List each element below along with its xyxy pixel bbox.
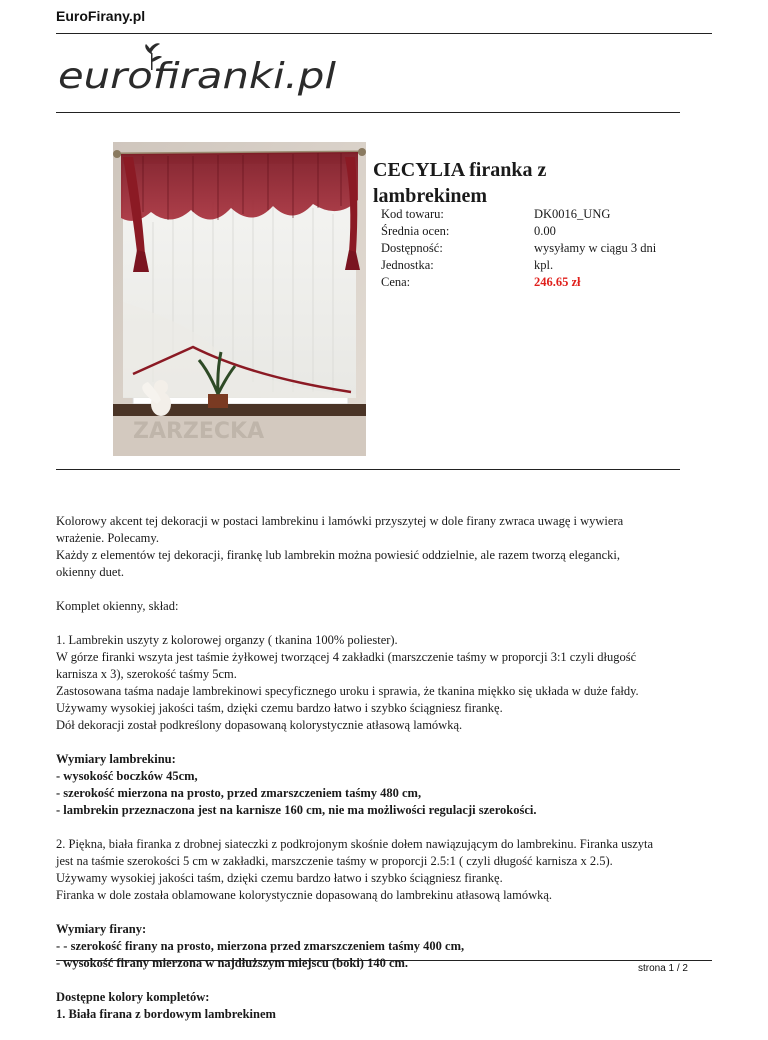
description-paragraph	[56, 989, 696, 1023]
description-line: Zastosowana taśma nadaje lambrekinowi specyficznego uroku i sprawia, że tkanina miękko się układa w duże fałdy.	[56, 684, 639, 698]
price-label: Cena:	[381, 275, 411, 289]
description-line: Wymiary firany:	[56, 922, 147, 936]
description-paragraph	[56, 921, 696, 972]
description-line: - szerokość mierzona na prosto, przed zmarszczeniem taśmy 480 cm,	[56, 786, 422, 800]
description-line: Firanka w dole została oblamowane kolorystycznie dopasowaną do lambrekinu atłasową lamówką.	[56, 888, 553, 902]
zarzecka-watermark: ZARZECKA	[133, 419, 265, 444]
description-line: Używamy wysokiej jakości taśm, dzięki czemu bardzo łatwo i szybko ściągniesz firankę.	[56, 701, 503, 715]
description-line: Używamy wysokiej jakości taśm, dzięki czemu bardzo łatwo i szybko ściągniesz firankę.	[56, 871, 503, 885]
eurofiranki-logo[interactable]	[56, 40, 346, 111]
content-divider	[56, 469, 680, 470]
logo-divider	[56, 112, 680, 113]
description-line: Każdy z elementów tej dekoracji, firankę lub lambrekin można powiesić oddzielnie, ale razem tworzą elegancki,	[56, 548, 620, 562]
description-line: W górze firanki wszyta jest taśmie żyłkowej tworzącej 4 zakładki (marszczenie taśmy w proporcji 3:1 czyli długość	[56, 650, 637, 664]
description-line: okienny duet.	[56, 565, 125, 579]
availability-label: Dostępność:	[381, 241, 443, 255]
price-value: 246.65 zł	[534, 275, 581, 289]
description-line: - lambrekin przeznaczona jest na karnisze 160 cm, nie ma możliwości regulacji szerokości.	[56, 803, 537, 817]
site-name: EuroFirany.pl	[56, 8, 146, 24]
product-title: CECYLIA firanka z lambrekinem	[373, 159, 547, 207]
description-line: Wymiary lambrekinu:	[56, 752, 176, 766]
description-paragraph	[56, 632, 696, 734]
availability-value: wysyłamy w ciągu 3 dni	[534, 241, 657, 255]
description-line: Dostępne kolory kompletów:	[56, 990, 210, 1004]
rating-value: 0.00	[534, 224, 556, 238]
description-paragraph	[56, 598, 696, 615]
description-paragraph	[56, 836, 696, 904]
description-line: jest na taśmie szerokości 5 cm w zakładki, marszczenie taśmy w proporcji 2.5:1 ( czyli długość karnisza x 2.5).	[56, 854, 613, 868]
unit-label: Jednostka:	[381, 258, 434, 272]
description-line: Kolorowy akcent tej dekoracji w postaci lambrekinu i lamówki przyszytej w dole firany zwraca uwagę i wywiera	[56, 514, 624, 528]
product-photo	[113, 142, 366, 456]
description-line: - wysokość boczków 45cm,	[56, 769, 198, 783]
code-value: DK0016_UNG	[534, 207, 611, 221]
code-label: Kod towaru:	[381, 207, 444, 221]
description-line: Komplet okienny, skład:	[56, 599, 179, 613]
description-line: - - szerokość firany na prosto, mierzona przed zmarszczeniem taśmy 400 cm,	[56, 939, 465, 953]
unit-value: kpl.	[534, 258, 554, 272]
footer-divider	[56, 960, 712, 961]
description-line: wrażenie. Polecamy.	[56, 531, 159, 545]
description-line: 2. Piękna, biała firanka z drobnej siateczki z podkrojonym skośnie dołem nawiązującym do lambrekinu. Firanka uszyta	[56, 837, 654, 851]
description-paragraph	[56, 513, 696, 581]
description-paragraph	[56, 751, 696, 819]
description-line: karnisza x 3), szerokość taśmy 5cm.	[56, 667, 237, 681]
rating-label: Średnia ocen:	[381, 224, 450, 238]
header-divider	[56, 33, 712, 34]
page-number: strona 1 / 2	[637, 963, 688, 974]
description-line: - wysokość firany mierzona w najdłuższym miejscu (boki) 140 cm.	[56, 956, 409, 970]
description-line: 1. Biała firana z bordowym lambrekinem	[56, 1007, 276, 1021]
description-line: 1. Lambrekin uszyty z kolorowej organzy ( tkanina 100% poliester).	[56, 633, 398, 647]
description-line: Dół dekoracji został podkreślony dopasowaną kolorystycznie atłasową lamówką.	[56, 718, 463, 732]
svg-text:eurofiranki.pl: eurofiranki.pl	[58, 56, 336, 97]
